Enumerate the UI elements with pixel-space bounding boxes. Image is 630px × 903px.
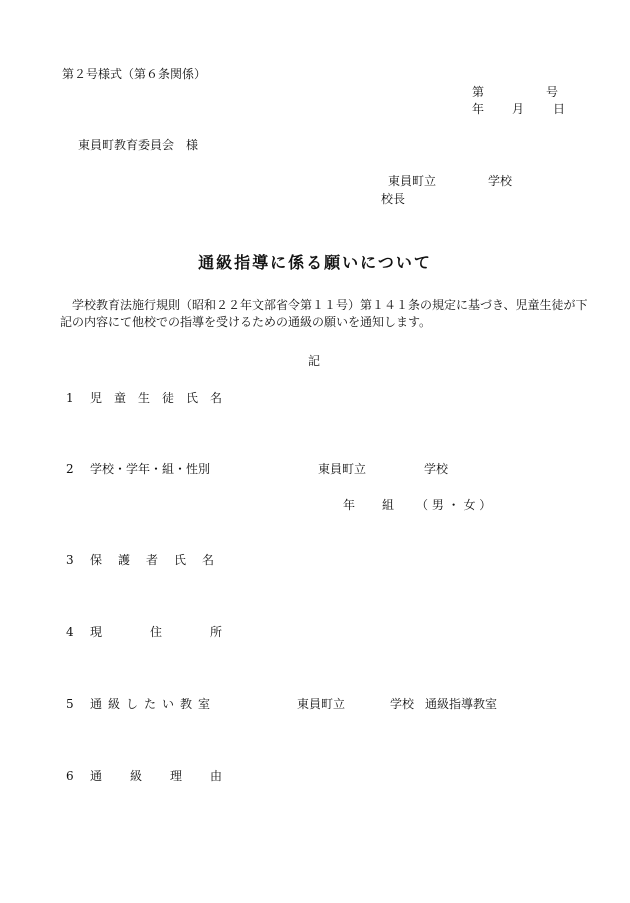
- item4-label-a: 現: [90, 625, 103, 639]
- date-day: 日: [553, 102, 566, 116]
- body-paragraph: 学校教育法施行規則（昭和２２年文部省令第１１号）第１４１条の規定に基づき、児童生徒が下記の内容にて他校での指導を受けるための通級の願いを通知します。: [60, 298, 588, 329]
- item6-label-c: 理: [170, 769, 183, 783]
- item1-label: 児童生徒氏名: [90, 391, 235, 405]
- item4-label-b: 住: [150, 625, 163, 639]
- document-title: 通級指導に係る願いについて: [198, 253, 432, 272]
- item6-label-d: 由: [210, 769, 223, 783]
- item1-number: 1: [66, 391, 74, 405]
- item5-school: 学校: [390, 697, 415, 711]
- item5-number: 5: [66, 697, 74, 711]
- item3-number: 3: [66, 553, 74, 567]
- item4-number: 4: [66, 625, 74, 639]
- item2-year: 年: [343, 498, 356, 512]
- form-id: 第２号様式（第６条関係）: [62, 67, 207, 81]
- item6-label-a: 通: [90, 769, 103, 783]
- sender-school-prefix: 東員町立: [388, 174, 437, 188]
- item6-number: 6: [66, 769, 74, 783]
- item2-school: 学校: [424, 462, 449, 476]
- doc-number-suffix: 号: [546, 85, 559, 99]
- item4-label-c: 所: [210, 625, 223, 639]
- date-year: 年: [472, 102, 485, 116]
- item6-label-b: 級: [130, 769, 143, 783]
- item2-sex: （ 男 ・ 女 ）: [416, 498, 492, 512]
- item5-room: 通級指導教室: [425, 697, 498, 711]
- doc-number-prefix: 第: [472, 85, 485, 99]
- item2-label: 学校・学年・組・性別: [90, 462, 211, 476]
- sender-school-suffix: 学校: [488, 174, 513, 188]
- date-month: 月: [512, 102, 525, 116]
- ki-heading: 記: [308, 354, 321, 368]
- item2-class: 組: [382, 498, 395, 512]
- item2-number: 2: [66, 462, 74, 476]
- item3-label: 保護者氏名: [90, 553, 231, 567]
- addressee: 東員町教育委員会 様: [78, 138, 199, 152]
- item5-label: 通級したい教室: [90, 697, 217, 711]
- sender-principal: 校長: [381, 192, 406, 206]
- item2-town: 東員町立: [318, 462, 367, 476]
- item5-town: 東員町立: [297, 697, 346, 711]
